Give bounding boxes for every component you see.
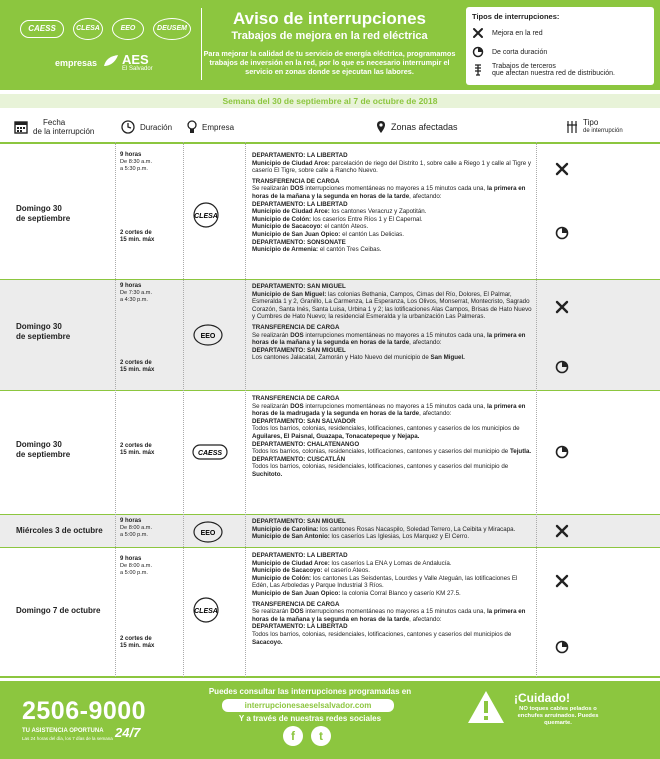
legend-label: Mejora en la red xyxy=(492,29,543,37)
col-empresa-label: Empresa xyxy=(202,122,235,132)
tools-icon xyxy=(555,524,569,538)
col-tipo-label: Tipo xyxy=(583,118,599,127)
column-divider xyxy=(536,142,537,677)
intro-text: Para mejorar la calidad de tu servicio de energía eléctrica, programamos trabajos de inversión en la red, por lo que es necesario interrumpir el servicio en zonas donde se ejecutan las labores. xyxy=(203,49,456,76)
aes-leaf-icon xyxy=(102,54,120,68)
eeo-row-logo xyxy=(192,519,224,550)
interruption-type-icon xyxy=(566,120,578,134)
legend-label: De corta duración xyxy=(492,48,548,56)
phone-hours: Las 24 horas del día, los 7 días de la semana xyxy=(22,736,113,741)
badge-24-7: 24/7 xyxy=(115,725,141,740)
social-text: Y a través de nuestras redes sociales xyxy=(238,714,382,723)
row-separator xyxy=(0,514,660,515)
row-separator xyxy=(0,390,660,391)
phone-number[interactable]: 2506-9000 xyxy=(22,697,147,725)
svg-text:CLESA: CLESA xyxy=(194,213,218,220)
header xyxy=(0,0,660,90)
caess-row-logo xyxy=(192,443,228,466)
row-duration-2: 2 cortes de 15 min. máx xyxy=(120,360,155,373)
col-empresa xyxy=(187,112,234,142)
tools-icon xyxy=(555,300,569,314)
short-duration-icon xyxy=(555,640,569,654)
row-zones: DEPARTAMENTO: LA LIBERTAD Municipio de Ciudad Arce: parcelación de riego del Distrito 1, sobre calle a Riego 1 y calle al Tigre y caserío El Tigre, sobre calle a Rancho Nuevo. TRANSFERENCIA DE CARGA Se realizarán DOS interrupciones momentáneas no mayores a 15 minutos cada una, la primera en horas de la mañana y la segunda en horas de la tarde, afectando: DEPARTAMENTO: LA LIBERTAD Municipio de Ciudad Arce: los cantones Veracruz y Zapotitán. Municipio de Colón: los caseríos Entre Ríos 1 y El Capernal. Municipio de Sacacoyo: el cantón Ateos. Municipio de San Juan Opico: el cantón Las Delicias. DEPARTAMENTO: SONSONATE Municipio de Armenia: el cantón Tres Ceibas. xyxy=(252,152,532,254)
legend-item-corta xyxy=(472,46,547,58)
third-party-icon xyxy=(472,64,484,76)
legend-label: Trabajos de terceros que afectan nuestra red de distribución. xyxy=(492,63,615,77)
row-duration-1: 9 horas De 8:00 a.m. a 5:00 p.m. xyxy=(120,556,153,576)
legend-title: Tipos de interrupciones: xyxy=(472,12,560,21)
column-divider xyxy=(115,142,116,677)
page-title: Aviso de interrupciones xyxy=(232,9,427,28)
caess-logo: CAESS xyxy=(20,20,64,38)
legend-item-terceros xyxy=(472,63,615,77)
col-tipo xyxy=(566,112,623,142)
aes-subbrand: El Salvador xyxy=(122,66,153,72)
col-fecha-label: Fecha xyxy=(43,118,66,127)
week-range: Semana del 30 de septiembre al 7 de octubre de 2018 xyxy=(0,94,660,108)
col-zonas-label: Zonas afectadas xyxy=(391,121,458,132)
short-duration-icon xyxy=(472,46,484,58)
row-zones: TRANSFERENCIA DE CARGA Se realizarán DOS interrupciones momentáneas no mayores a 15 minutos cada una, la primera en horas de la madrugada y la segunda en horas de la tarde, afectando: DEPARTAMENTO: SAN SALVADOR Todos los barrios, colonias, residenciales, lotificaciones, cantones y caseríos de los municipios de Aguilares, El Paisnal, Guazapa, Tonacatepeque y Nejapa. DEPARTAMENTO: CHALATENANGO Todos los barrios, colonias, residenciales, lotificaciones, cantones y caseríos del municipio de Tejutla. DEPARTAMENTO: CUSCATLÁN Todos los barrios, colonias, residenciales, lotificaciones, cantones y caseríos del municipio de Suchitoto. xyxy=(252,395,532,478)
row-duration-1: 9 horas De 8:00 a.m. a 5:00 p.m. xyxy=(120,518,153,538)
bulb-icon xyxy=(187,120,197,134)
row-zones: DEPARTAMENTO: SAN MIGUEL Municipio de Carolina: los cantones Rosas Nacaspilo, Soledad Terrero, La Ceibita y Miracapa. Municipio de San Antonio: los caseríos Las Iglesias, Los Marquez y El Cerro. xyxy=(252,518,516,541)
tools-icon xyxy=(472,27,484,39)
col-fecha xyxy=(14,112,94,142)
facebook-icon[interactable]: f xyxy=(283,726,303,746)
clock-icon xyxy=(121,120,135,134)
warning-title: ¡Cuidado! xyxy=(514,691,570,705)
table-top-rule xyxy=(0,142,660,144)
col-duracion-label: Duración xyxy=(140,122,173,132)
legend-item-mejora xyxy=(472,27,543,39)
svg-text:CAESS: CAESS xyxy=(197,450,223,457)
phone-subtitle: TU ASISTENCIA OPORTUNA xyxy=(22,728,104,734)
row-duration-1: 9 horas De 7:30 a.m. a 4:30 p.m. xyxy=(120,283,153,303)
column-divider xyxy=(183,142,184,677)
row-date: Domingo 30 de septiembre xyxy=(16,322,71,341)
clesa-row-logo xyxy=(192,201,220,234)
eeo-row-logo xyxy=(192,322,224,353)
row-date: Domingo 30 de septiembre xyxy=(16,204,71,223)
svg-text:EEO: EEO xyxy=(200,530,216,537)
row-zones: DEPARTAMENTO: SAN MIGUEL Municipio de San Miguel: las colonias Bethania, Campos, Cimas del Río, Dolores, El Palmar, Esmeralda 1 y 2, Granillo, La Carmenza, La Esperanza, Los Olivos, Monserrat, Montecristo, Sagrado Corazón, Santa Inés, Santa Luisa, Urbina 1 y 2; las lotificaciones Alas Campos, Brisas de Hato Nuevo y Cumbres de Hato Nuevo; la residencial Esmeralda y la urbanización Las Palmeras. TRANSFERENCIA DE CARGA Se realizarán DOS interrupciones momentáneas no mayores a 15 minutos cada una, la primera en horas de la mañana y la segunda en horas de la tarde, afectando: DEPARTAMENTO: SAN MIGUEL Los cantones Jalacatal, Zamorán y Hato Nuevo del municipio de San Miguel. xyxy=(252,283,532,362)
row-separator xyxy=(0,279,660,280)
warning-text: NO toques cables pelados o enchufes arruinados. Puedes quemarte. xyxy=(517,706,599,726)
location-pin-icon xyxy=(376,120,386,134)
clesa-row-logo xyxy=(192,596,220,629)
column-headers xyxy=(0,112,660,142)
twitter-icon[interactable]: t xyxy=(311,726,331,746)
aes-brand: AES xyxy=(122,52,149,67)
column-divider xyxy=(245,142,246,677)
clesa-logo: CLESA xyxy=(73,18,103,40)
company-logos xyxy=(0,0,200,90)
calendar-icon xyxy=(14,120,28,134)
svg-text:CLESA: CLESA xyxy=(194,608,218,615)
row-date: Domingo 7 de octubre xyxy=(16,606,101,615)
col-fecha-label2: de la interrupción xyxy=(33,127,95,136)
page-subtitle: Trabajos de mejora en la red eléctrica xyxy=(231,30,428,42)
consult-text: Puedes consultar las interrupciones programadas en xyxy=(208,687,412,696)
col-zonas xyxy=(376,112,458,142)
tools-icon xyxy=(555,574,569,588)
row-separator xyxy=(0,547,660,548)
row-date: Domingo 30 de septiembre xyxy=(16,440,71,459)
tools-icon xyxy=(555,162,569,176)
short-duration-icon xyxy=(555,445,569,459)
row-duration-1: 9 horas De 8:30 a.m. a 5:30 p.m. xyxy=(120,152,153,172)
short-duration-icon xyxy=(555,360,569,374)
row-duration-2: 2 cortes de 15 min. máx xyxy=(120,230,155,243)
row-zones: DEPARTAMENTO: LA LIBERTAD Municipio de Ciudad Arce: los caseríos La ENA y Lomas de Andalucía. Municipio de Sacacoyo: el caserío Ateos. Municipio de Colón: los cantones Las Seisdentas, Lourdes y Valle Ateguán, las lotificaciones El Edén, Las Arboledas y Parque Industrial 3 Ríos. Municipio de San Juan Opico: la colonia Corral Blanco y caserío KM 27.5. TRANSFERENCIA DE CARGA Se realizarán DOS interrupciones momentáneas no mayores a 15 minutos cada una, la primera en horas de la mañana y la segunda en horas de la tarde, afectando: DEPARTAMENTO: LA LIBERTAD Todos los barrios, colonias, residenciales, lotificaciones, cantones y caseríos del municipios de Sacacoyo. xyxy=(252,552,526,646)
short-duration-icon xyxy=(555,226,569,240)
row-duration-2: 2 cortes de 15 min. máx xyxy=(120,636,155,649)
warning-icon xyxy=(466,689,506,725)
empresas-label: empresas xyxy=(55,58,98,68)
svg-text:EEO: EEO xyxy=(200,333,216,340)
footer xyxy=(0,681,660,759)
website-link[interactable]: interrupcionesaeselsalvador.com xyxy=(222,699,394,712)
deusem-logo: DEUSEM xyxy=(153,18,191,40)
table-bottom-rule xyxy=(0,676,660,678)
col-duracion xyxy=(121,112,172,142)
row-date: Miércoles 3 de octubre xyxy=(16,526,103,535)
interruption-type-legend xyxy=(466,7,654,85)
eeo-logo: EEO xyxy=(112,18,144,40)
col-tipo-label2: de interrupción xyxy=(583,128,623,134)
row-duration-2: 2 cortes de 15 min. máx xyxy=(120,443,155,456)
